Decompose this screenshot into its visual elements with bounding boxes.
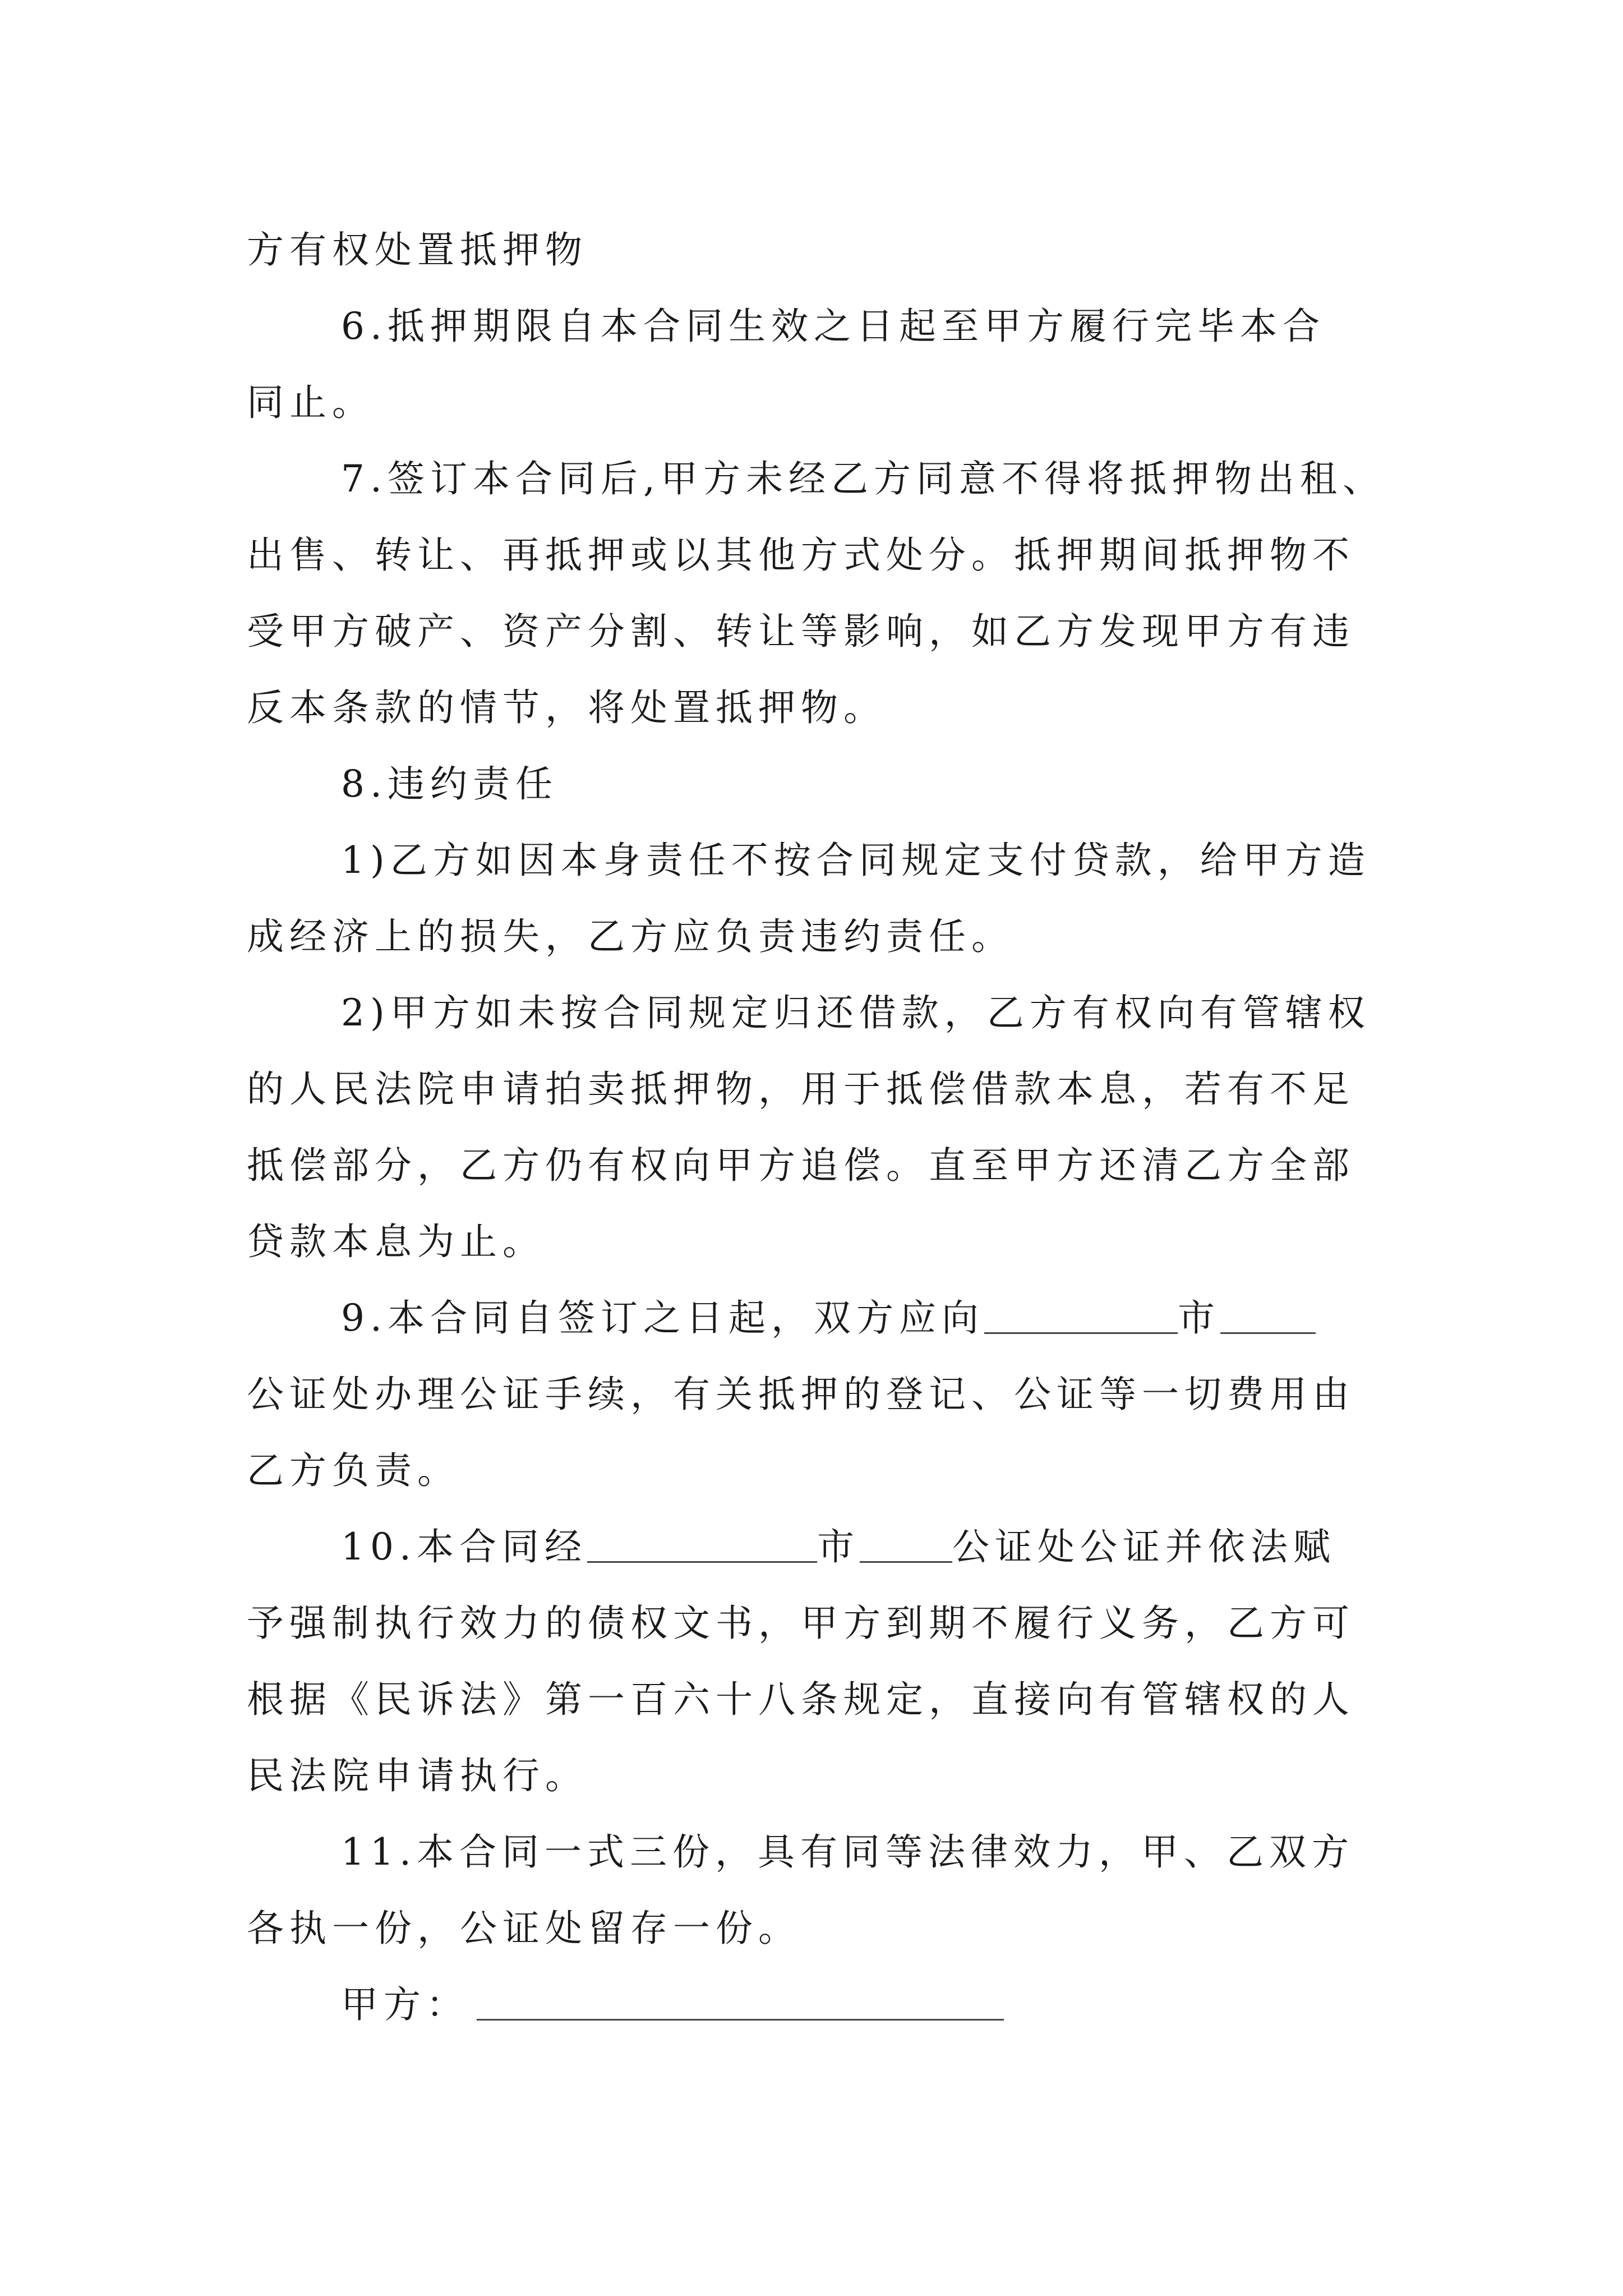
clause-5-tail: 方有权处置抵押物 [247,228,588,272]
clause-10-line-3: 根据《民诉法》第一百六十八条规定，直接向有管辖权的人 [247,1678,1355,1721]
clause-7-line-2: 出售、转让、再抵押或以其他方式处分。抵押期间抵押物不 [247,533,1355,577]
clause-7-line-4: 反本条款的情节，将处置抵押物。 [247,686,886,729]
clause-9-text: 9.本合同自签订之日起，双方应向 [341,1296,984,1340]
clause-10-line-4: 民法院申请执行。 [247,1754,588,1797]
city-blank[interactable] [984,1295,1178,1334]
contract-page [247,212,1385,2043]
clause-10-line-1 [247,1509,1380,1585]
clause-11-line-2: 各执一份，公证处留存一份。 [247,1907,801,1950]
party-a-signature-blank[interactable] [477,1982,1004,2021]
notary-office-blank[interactable] [860,1524,952,1563]
clause-11-line-1: 11.本合同一式三份，具有同等法律效力，甲、乙双方 [341,1830,1354,1874]
clause-8-heading: 8.违约责任 [341,762,558,806]
clause-10-text: 10.本合同经 [341,1525,587,1568]
clause-9-line-3: 乙方负责。 [247,1449,460,1492]
clause-8-2-line-1: 2)甲方如未按合同规定归还借款，乙方有权向有管辖权 [341,991,1371,1034]
clause-8-1-line-1: 1)乙方如因本身责任不按合同规定支付贷款，给甲方造 [341,839,1371,882]
clause-6-line-1: 6.抵押期限自本合同生效之日起至甲方履行完毕本合 [341,305,1325,348]
clause-9-line-1 [247,1280,1380,1356]
city-label: 市 [817,1525,860,1568]
notary-office-blank[interactable] [1220,1295,1316,1334]
party-a-signature-line [247,1967,1380,2043]
clause-7-line-3: 受甲方破产、资产分割、转让等影响，如乙方发现甲方有违 [247,610,1355,653]
clause-10-line-2: 予强制执行效力的债权文书，甲方到期不履行义务，乙方可 [247,1602,1355,1645]
clause-8-2-line-4: 贷款本息为止。 [247,1220,545,1263]
clause-8-2-line-2: 的人民法院申请拍卖抵押物，用于抵偿借款本息，若有不足 [247,1068,1355,1111]
clause-10-text-tail: 公证处公证并依法赋 [952,1525,1336,1568]
clause-7-line-1: 7.签订本合同后,甲方未经乙方同意不得将抵押物出租、 [341,457,1385,500]
clause-9-line-2: 公证处办理公证手续，有关抵押的登记、公证等一切费用由 [247,1373,1355,1416]
clause-6-line-2: 同止。 [247,381,375,424]
city-blank[interactable] [587,1524,817,1563]
clause-8-1-line-2: 成经济上的损失，乙方应负责违约责任。 [247,915,1014,958]
city-label: 市 [1177,1296,1220,1340]
clause-8-2-line-3: 抵偿部分，乙方仍有权向甲方追偿。直至甲方还清乙方全部 [247,1144,1355,1187]
party-a-label: 甲方： [341,1983,469,2026]
